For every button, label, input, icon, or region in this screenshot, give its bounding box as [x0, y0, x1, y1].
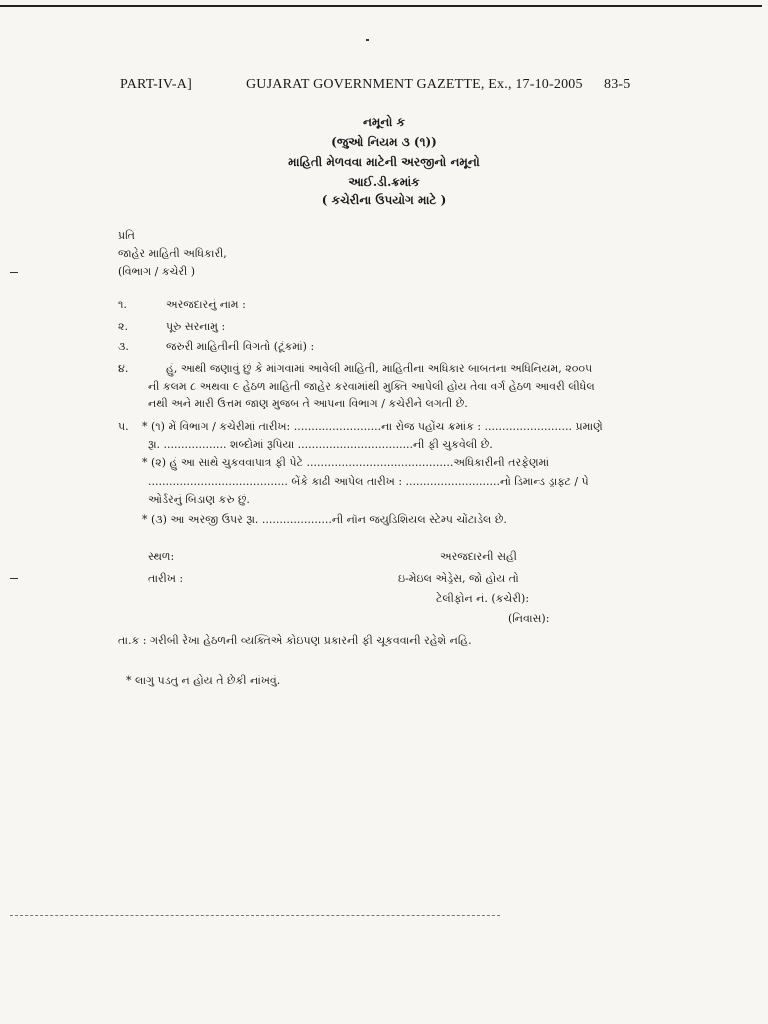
email-label: ઇ-મેઇલ એડ્રેસ, જો હોય તો [398, 572, 519, 585]
scan-bottom-dotted-line [10, 915, 500, 916]
gazette-title: GUJARAT GOVERNMENT GAZETTE, Ex., 17-10-2005 [246, 77, 583, 92]
declaration-line: ની કલમ ૮ અથવા ૯ હેઠળ માહિતી જાહેર કરવામાંથી મુક્તિ આપેલી હોય તેવા વર્ગ હેઠળ આવરી લીધેલ [148, 380, 595, 393]
applicant-name-field: અરજદારનું નામ : [166, 298, 246, 311]
item-5-number: પ. [118, 420, 129, 433]
addressee-department: (વિભાગ / કચેરી ) [118, 265, 196, 278]
demand-draft-line: ઓર્ડરનું બિડાણ કરુ છું. [148, 493, 250, 506]
scan-top-edge-line [0, 5, 762, 7]
office-phone-label: ટેલીફોન નં. (કચેરી): [436, 592, 530, 605]
information-details-field: જરુરી માહિતીની વિગતો (ટૂંકમાં) : [166, 340, 315, 353]
strike-out-footnote: * લાગુ પડતુ ન હોય તે છેકી નાંખવું. [126, 674, 281, 687]
fee-paid-line: * (૧) મેં વિભાગ / કચેરીમાં તારીખ: .........................ના રોજ પહોંચ ક્રમાંક : ......................... પ્રમાણે [142, 420, 603, 433]
gazette-part-label: PART-IV-A] [120, 77, 192, 92]
declaration-line: નથી અને મારી ઉત્તમ જાણ મુજબ તે આપના વિભાગ / કચેરીને લગતી છે. [148, 397, 468, 410]
form-title: માહિતી મેળવવા માટેની અરજીનો નમૂનો [288, 155, 480, 169]
applicant-signature-label: અરજદારની સહી [440, 550, 517, 563]
item-1-number: ૧. [118, 298, 127, 311]
address-field: પૂરુ સરનામુ : [166, 320, 226, 333]
item-3-number: ૩. [118, 340, 129, 353]
home-phone-label: (નિવાસ): [508, 612, 550, 625]
id-number-label: આઈ.ડી.ક્રમાંક [348, 175, 420, 189]
demand-draft-line: ........................................ બેંકે કાઢી આપેલ તારીખ : ...........................નો ડિમાન્ડ ડ્રાફ્ટ / પે [148, 475, 589, 488]
stamp-line: * (૩) આ અરજી ઉપર રૂા. ....................ની નૉન જયુડિશિયલ સ્ટેમ્પ ચોંટાડેલ છે. [142, 513, 507, 526]
scan-speck [10, 272, 18, 273]
page-number: 83-5 [604, 77, 631, 92]
place-label: સ્થળ: [148, 550, 175, 563]
rule-reference: (જુઓ નિયમ ૩ (૧)) [331, 135, 437, 149]
scan-speck [366, 39, 369, 41]
demand-draft-line: * (૨) હું આ સાથે ચુકવવાપાત્ર ફી પેટે ..........................................અધિકારીની તરફેણમાં [142, 456, 550, 469]
office-use-label: ( કચેરીના ઉપયોગ માટે ) [321, 193, 447, 207]
poverty-line-note: તા.ક : ગરીબી રેખા હેઠળની વ્યક્તિએ કોઇપણ પ્રકારની ફી ચૂકવવાની રહેશે નહિ. [118, 634, 472, 647]
addressee-to: પ્રતિ [118, 229, 135, 242]
item-2-number: ૨. [118, 320, 128, 333]
item-4-number: ૪. [118, 362, 129, 375]
fee-paid-line: રૂા. .................. શબ્દોમાં રૂપિયા .................................ની ફી ચુકવેલી છે. [148, 438, 493, 451]
form-name: નમૂનો ક [362, 115, 405, 129]
declaration-line: હું, આથી જણાવું છું કે માંગવામાં આવેલી માહિતી, માહિતીના અધિકાર બાબતના અધિનિયમ, ૨૦૦૫ [166, 362, 593, 375]
date-label: તારીખ : [148, 572, 184, 585]
addressee-officer: જાહેર માહિતી અધિકારી, [118, 247, 227, 260]
scan-speck [10, 578, 18, 579]
